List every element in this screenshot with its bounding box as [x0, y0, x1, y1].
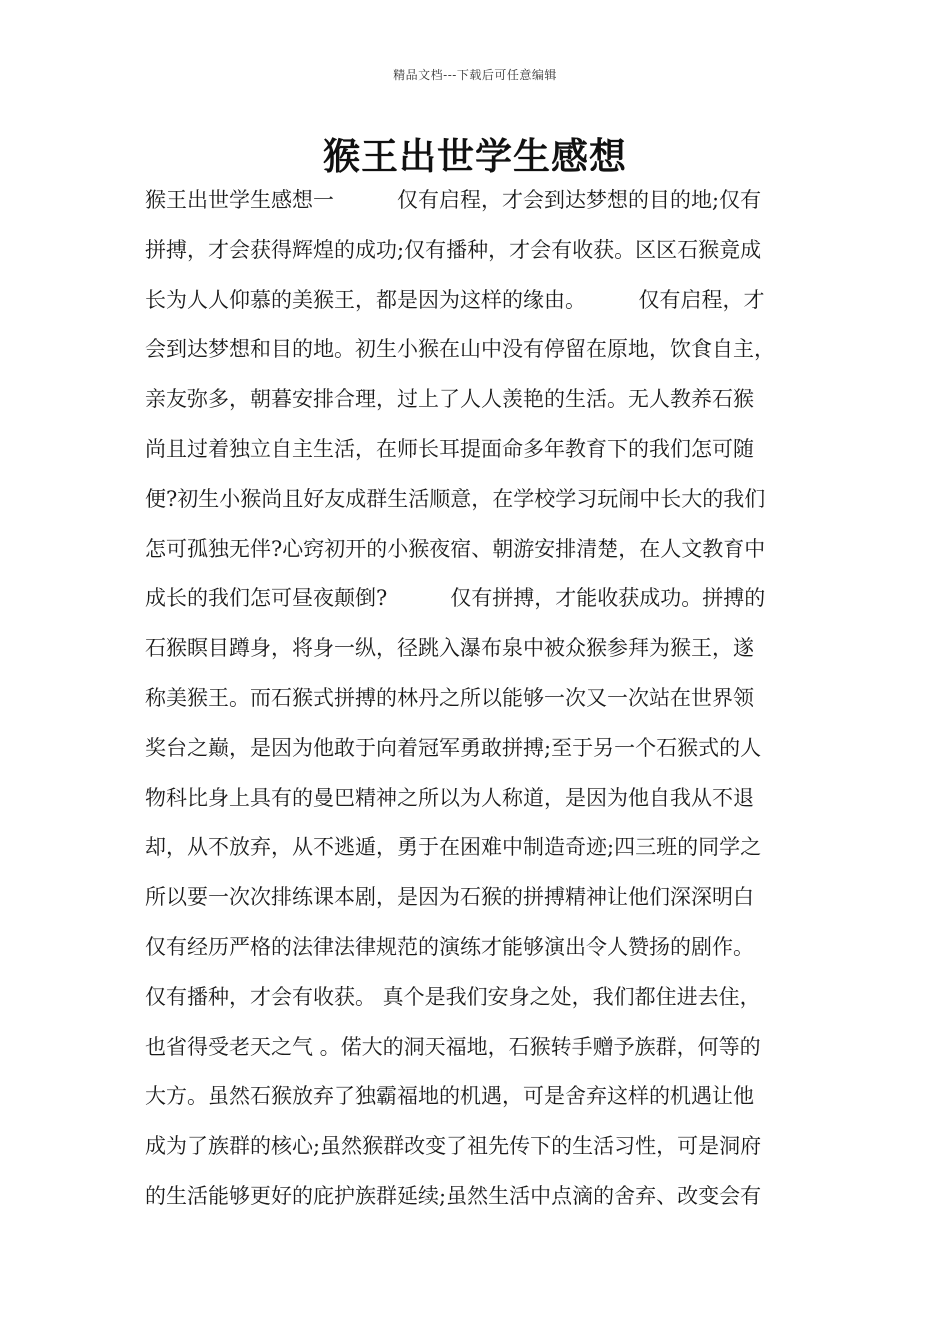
text-line: 仅有经历严格的法律法律规范的演练才能够演出令人赞扬的剧作。 [145, 934, 754, 959]
text-line: 物科比身上具有的曼巴精神之所以为人称道，是因为他自我从不退 [145, 785, 754, 810]
text-line: 尚且过着独立自主生活，在师长耳提面命多年教育下的我们怎可随 [145, 436, 754, 461]
header-note: 精品文档---下载后可任意编辑 [393, 68, 557, 82]
text-line: 所以要一次次排练课本剧，是因为石猴的拼搏精神让他们深深明白 [145, 885, 754, 910]
text-line: 会到达梦想和目的地。初生小猴在山中没有停留在原地，饮食自主， [145, 337, 775, 362]
text-line: 却，从不放弃，从不逃遁，勇于在困难中制造奇迹;四三班的同学之 [145, 835, 762, 860]
text-line: 怎可孤独无伴?心窍初开的小猴夜宿、朝游安排清楚，在人文教育中 [145, 536, 766, 561]
text-line: 长为人人仰慕的美猴王，都是因为这样的缘由。 仅有启程，才 [145, 287, 765, 312]
text-line: 拼搏，才会获得辉煌的成功;仅有播种，才会有收获。区区石猴竟成 [145, 237, 762, 262]
text-line: 石猴瞑目蹲身，将身一纵，径跳入瀑布泉中被众猴参拜为猴王，遂 [145, 636, 754, 661]
text-line: 成长的我们怎可昼夜颠倒? 仅有拼搏，才能收获成功。拼搏的 [145, 586, 766, 611]
text-line: 猴王出世学生感想一 仅有启程，才会到达梦想的目的地;仅有 [145, 188, 762, 212]
text-line: 便?初生小猴尚且好友成群生活顺意，在学校学习玩闹中长大的我们 [145, 486, 766, 511]
text-line: 亲友弥多，朝暮安排合理，过上了人人羡艳的生活。无人教养石猴 [145, 387, 754, 412]
text-line: 称美猴王。而石猴式拼搏的林丹之所以能够一次又一次站在世界领 [145, 685, 754, 710]
text-line: 也省得受老天之气 。偌大的洞天福地，石猴转手赠予族群，何等的 [145, 1034, 761, 1059]
text-line: 的生活能够更好的庇护族群延续;虽然生活中点滴的舍弃、改变会有 [145, 1183, 762, 1208]
text-line: 奖台之巅，是因为他敢于向着冠军勇敢拼搏;至于另一个石猴式的人 [145, 735, 762, 760]
text-line: 成为了族群的核心;虽然猴群改变了祖先传下的生活习性，可是洞府 [145, 1134, 762, 1159]
document-title: 猴王出世学生感想 [323, 135, 627, 178]
text-line: 仅有播种，才会有收获。 真个是我们安身之处，我们都住进去住， [145, 984, 761, 1009]
body-paragraph [145, 176, 817, 1222]
text-line: 大方。虽然石猴放弃了独霸福地的机遇，可是舍弃这样的机遇让他 [145, 1084, 754, 1109]
